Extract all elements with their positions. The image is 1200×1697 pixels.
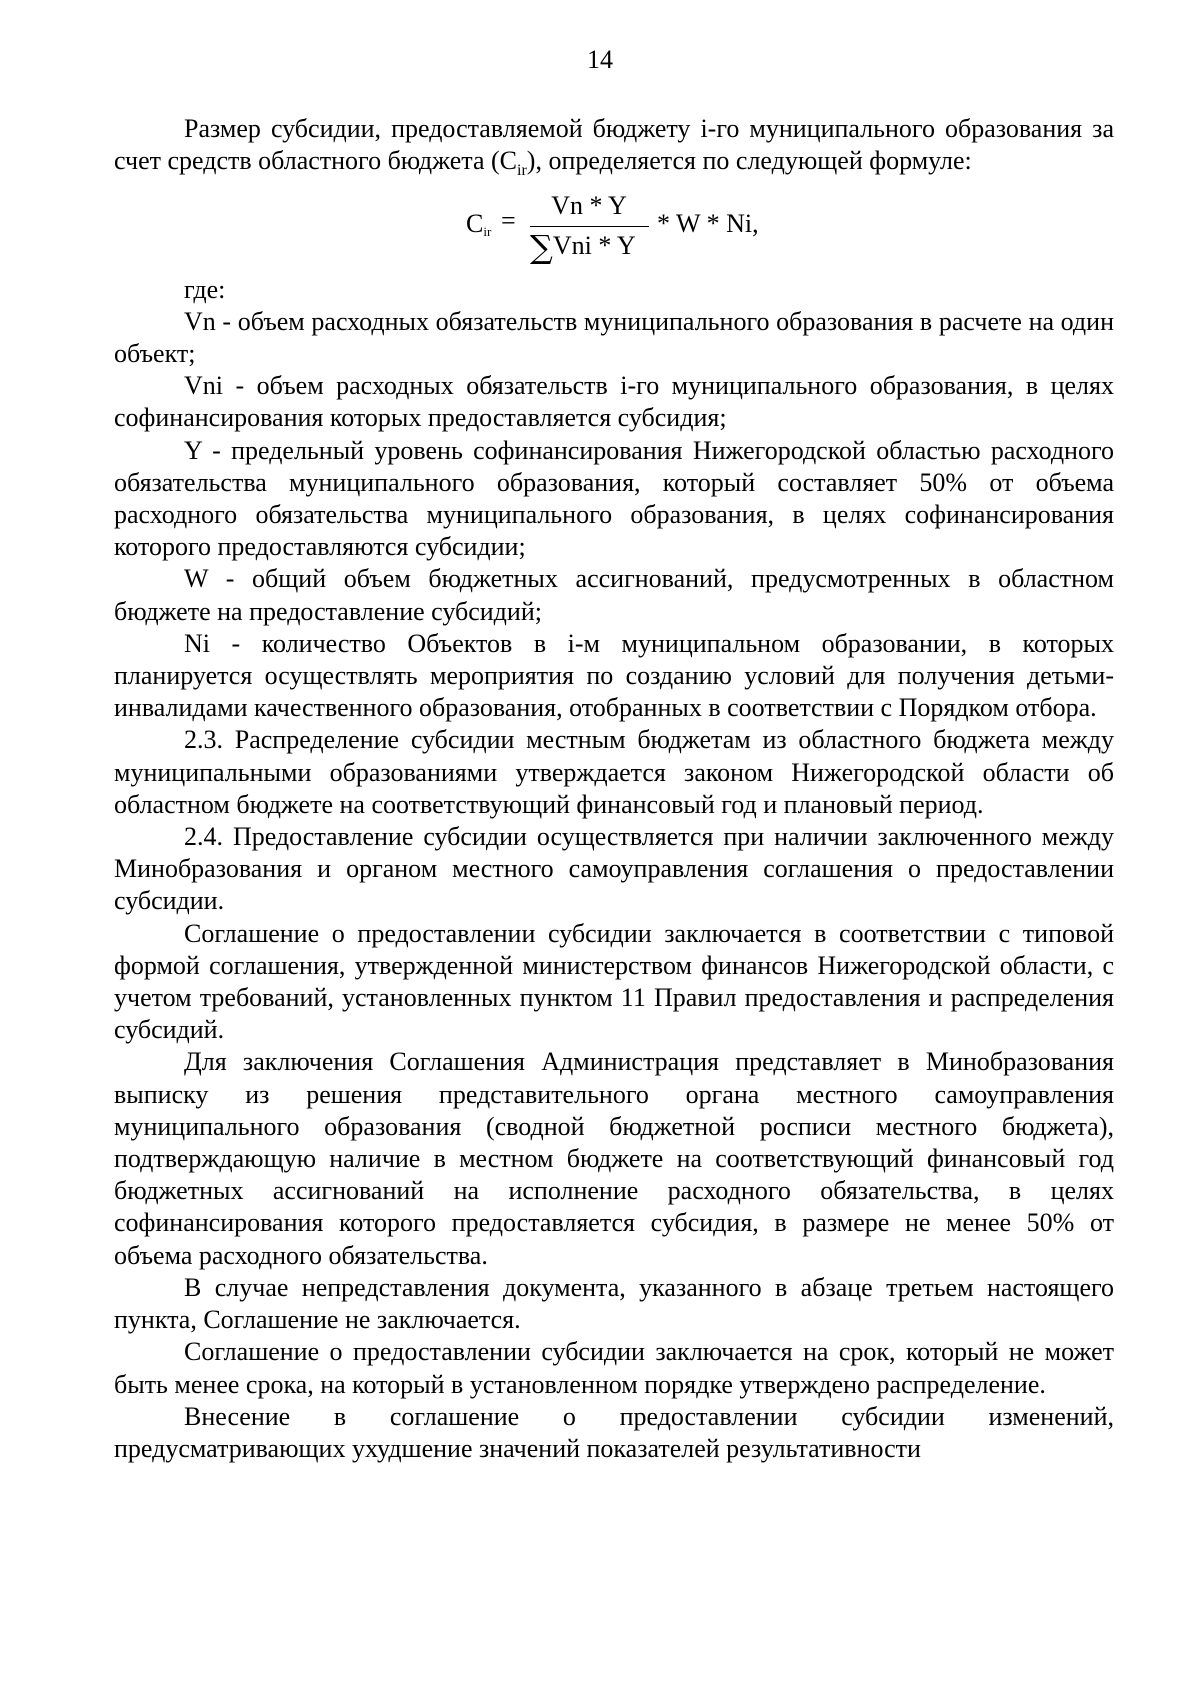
sigma-symbol: ∑ (530, 227, 553, 266)
definition-w: W - общий объем бюджетных ассигнований, предусмотренных в областном бюджете на предоставление субсидий; (114, 564, 1114, 626)
formula-lhs: $C_{ir}$ (466, 208, 492, 239)
intro-text-end: ), определяется по следующей формуле: (526, 146, 972, 176)
agreement-paragraph: Соглашение о предоставлении субсидии заключается в соответствии с типовой формой соглашения, утвержденной министерством финансов Нижегородской области, с учетом требований, установленных пунктом 11 Правил предоставления и распределения субсидий. (114, 918, 1114, 1045)
definition-y: Y - предельный уровень софинансирования Нижегородской областью расходного обязательства муниципального образования, который составляет 50% от объема расходного обязательства муниципального образования, в целях софинансирования которого предоставляются субсидии; (114, 435, 1114, 562)
non-submission-paragraph: В случае непредставления документа, указанного в абзаце третьем настоящего пункта, Соглашение не заключается. (114, 1272, 1114, 1335)
formula-numerator: Vn * Y (551, 190, 627, 220)
formula-equals: = (501, 205, 516, 235)
clause-2-3: 2.3. Распределение субсидии местным бюджетам из областного бюджета между муниципальными образованиями утверждается законом Нижегородской области об областном бюджете на соответствующий финансовый год и плановый период. (114, 725, 1114, 819)
definition-vni: Vni - объем расходных обязательств i-го муниципального образования, в целях софинансирования которых предоставляется субсидия; (114, 371, 1114, 433)
fraction-bar (530, 226, 649, 227)
where-label: где: (184, 274, 226, 304)
page-number: 14 (587, 45, 613, 74)
intro-paragraph (114, 113, 1114, 188)
intro-subscript: ir (517, 162, 527, 180)
definition-ni: Ni - количество Объектов в i-м муниципальном образовании, в которых планируется осуществлять мероприятия по созданию условий для получения детьми-инвалидами качественного образования, отобранных в соответствии с Порядком отбора. (114, 628, 1114, 723)
clause-2-4: 2.4. Предоставление субсидии осуществляется при наличии заключенного между Минобразования и органом местного самоуправления соглашения о предоставлении субсидии. (114, 822, 1114, 916)
subsidy-formula (114, 190, 1114, 274)
document-body (114, 113, 1114, 1465)
administration-paragraph: Для заключения Соглашения Администрация представляет в Минобразования выписку из решения представительного органа местного самоуправления муниципального образования (сводной бюджетной росписи местного бюджета), подтверждающую наличие в местном бюджете на соответствующий финансовый год бюджетных ассигнований на исполнение расходного обязательства, в целях софинансирования которого предоставляется субсидия, в размере не менее 50% от объема расходного обязательства. (114, 1047, 1114, 1270)
formula-denominator: ∑Vni * Y (530, 227, 636, 266)
definition-vn: Vn - объем расходных обязательств муниципального образования в расчете на один объект; (114, 306, 1114, 368)
intro-text-start: Размер субсидии, предоставляемой бюджету i-го муниципального образования за счет средств областного бюджета (C (114, 114, 1114, 176)
amendments-paragraph: Внесение в соглашение о предоставлении субсидии изменений, предусматривающих ухудшение значений показателей результативности (114, 1401, 1114, 1463)
formula-multiplier: * W * Ni, (657, 208, 759, 238)
agreement-term-paragraph: Соглашение о предоставлении субсидии заключается на срок, который не может быть менее срока, на который в установленном порядке утверждено распределение. (114, 1337, 1114, 1399)
